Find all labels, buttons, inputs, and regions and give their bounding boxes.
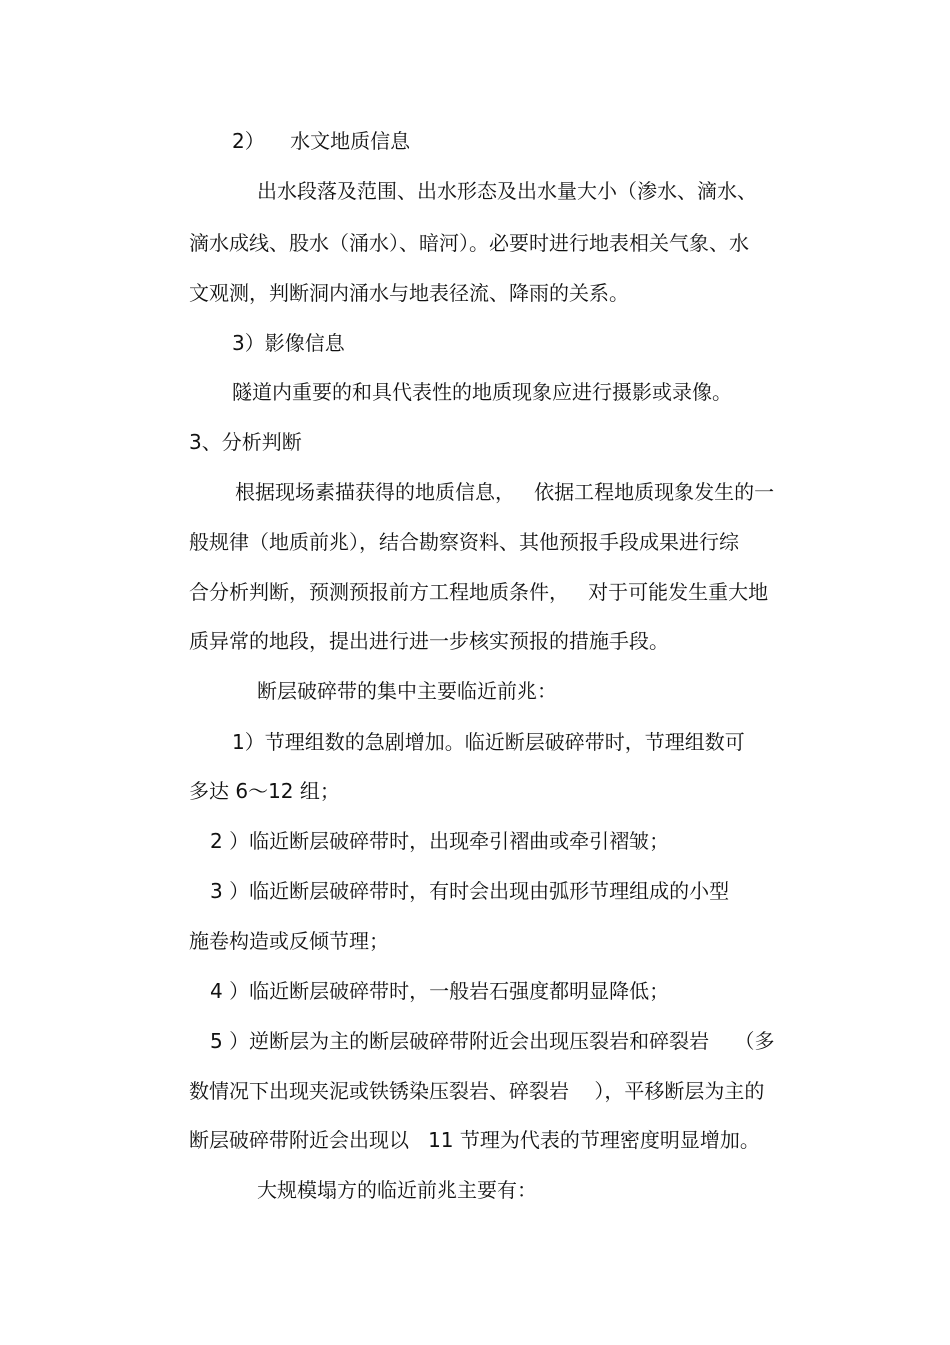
text-line: 多达 6～12 组；: [189, 779, 340, 803]
list-item: 3 ）临近断层破碎带时，有时会出现由弧形节理组成的小型: [210, 879, 730, 903]
text-line: 根据现场素描获得的地质信息， 依据工程地质现象发生的一: [235, 480, 775, 504]
text-line: 大规模塌方的临近前兆主要有：: [257, 1178, 537, 1202]
text-line: 合分析判断，预测预报前方工程地质条件， 对于可能发生重大地: [189, 580, 769, 604]
text-line: 断层破碎带附近会出现以 11 节理为代表的节理密度明显增加。: [189, 1128, 760, 1152]
text-line: 断层破碎带的集中主要临近前兆：: [257, 679, 557, 703]
text-line: 质异常的地段，提出进行进一步核实预报的措施手段。: [189, 629, 669, 653]
list-item: 2 ）临近断层破碎带时，出现牵引褶曲或牵引褶皱；: [210, 829, 670, 853]
text-line: 数情况下出现夹泥或铁锈染压裂岩、碎裂岩 ），平移断层为主的: [189, 1079, 765, 1103]
text-line: 2） 水文地质信息: [232, 129, 411, 153]
text-line: 3）影像信息: [232, 331, 345, 355]
text-line: 滴水成线、股水（涌水）、暗河）。必要时进行地表相关气象、水: [189, 231, 749, 255]
section-heading: 3、分析判断: [189, 430, 302, 454]
text-line: 出水段落及范围、出水形态及出水量大小（渗水、滴水、: [257, 179, 757, 203]
text-line: 般规律（地质前兆），结合勘察资料、其他预报手段成果进行综: [189, 530, 739, 554]
text-line: 文观测，判断洞内涌水与地表径流、降雨的关系。: [189, 281, 629, 305]
text-line: 施卷构造或反倾节理；: [189, 929, 389, 953]
list-item: 1）节理组数的急剧增加。临近断层破碎带时，节理组数可: [232, 730, 745, 754]
text-line: 隧道内重要的和具代表性的地质现象应进行摄影或录像。: [232, 380, 732, 404]
list-item: 4 ）临近断层破碎带时，一般岩石强度都明显降低；: [210, 979, 670, 1003]
list-item: 5 ）逆断层为主的断层破碎带附近会出现压裂岩和碎裂岩 （多: [210, 1029, 775, 1053]
